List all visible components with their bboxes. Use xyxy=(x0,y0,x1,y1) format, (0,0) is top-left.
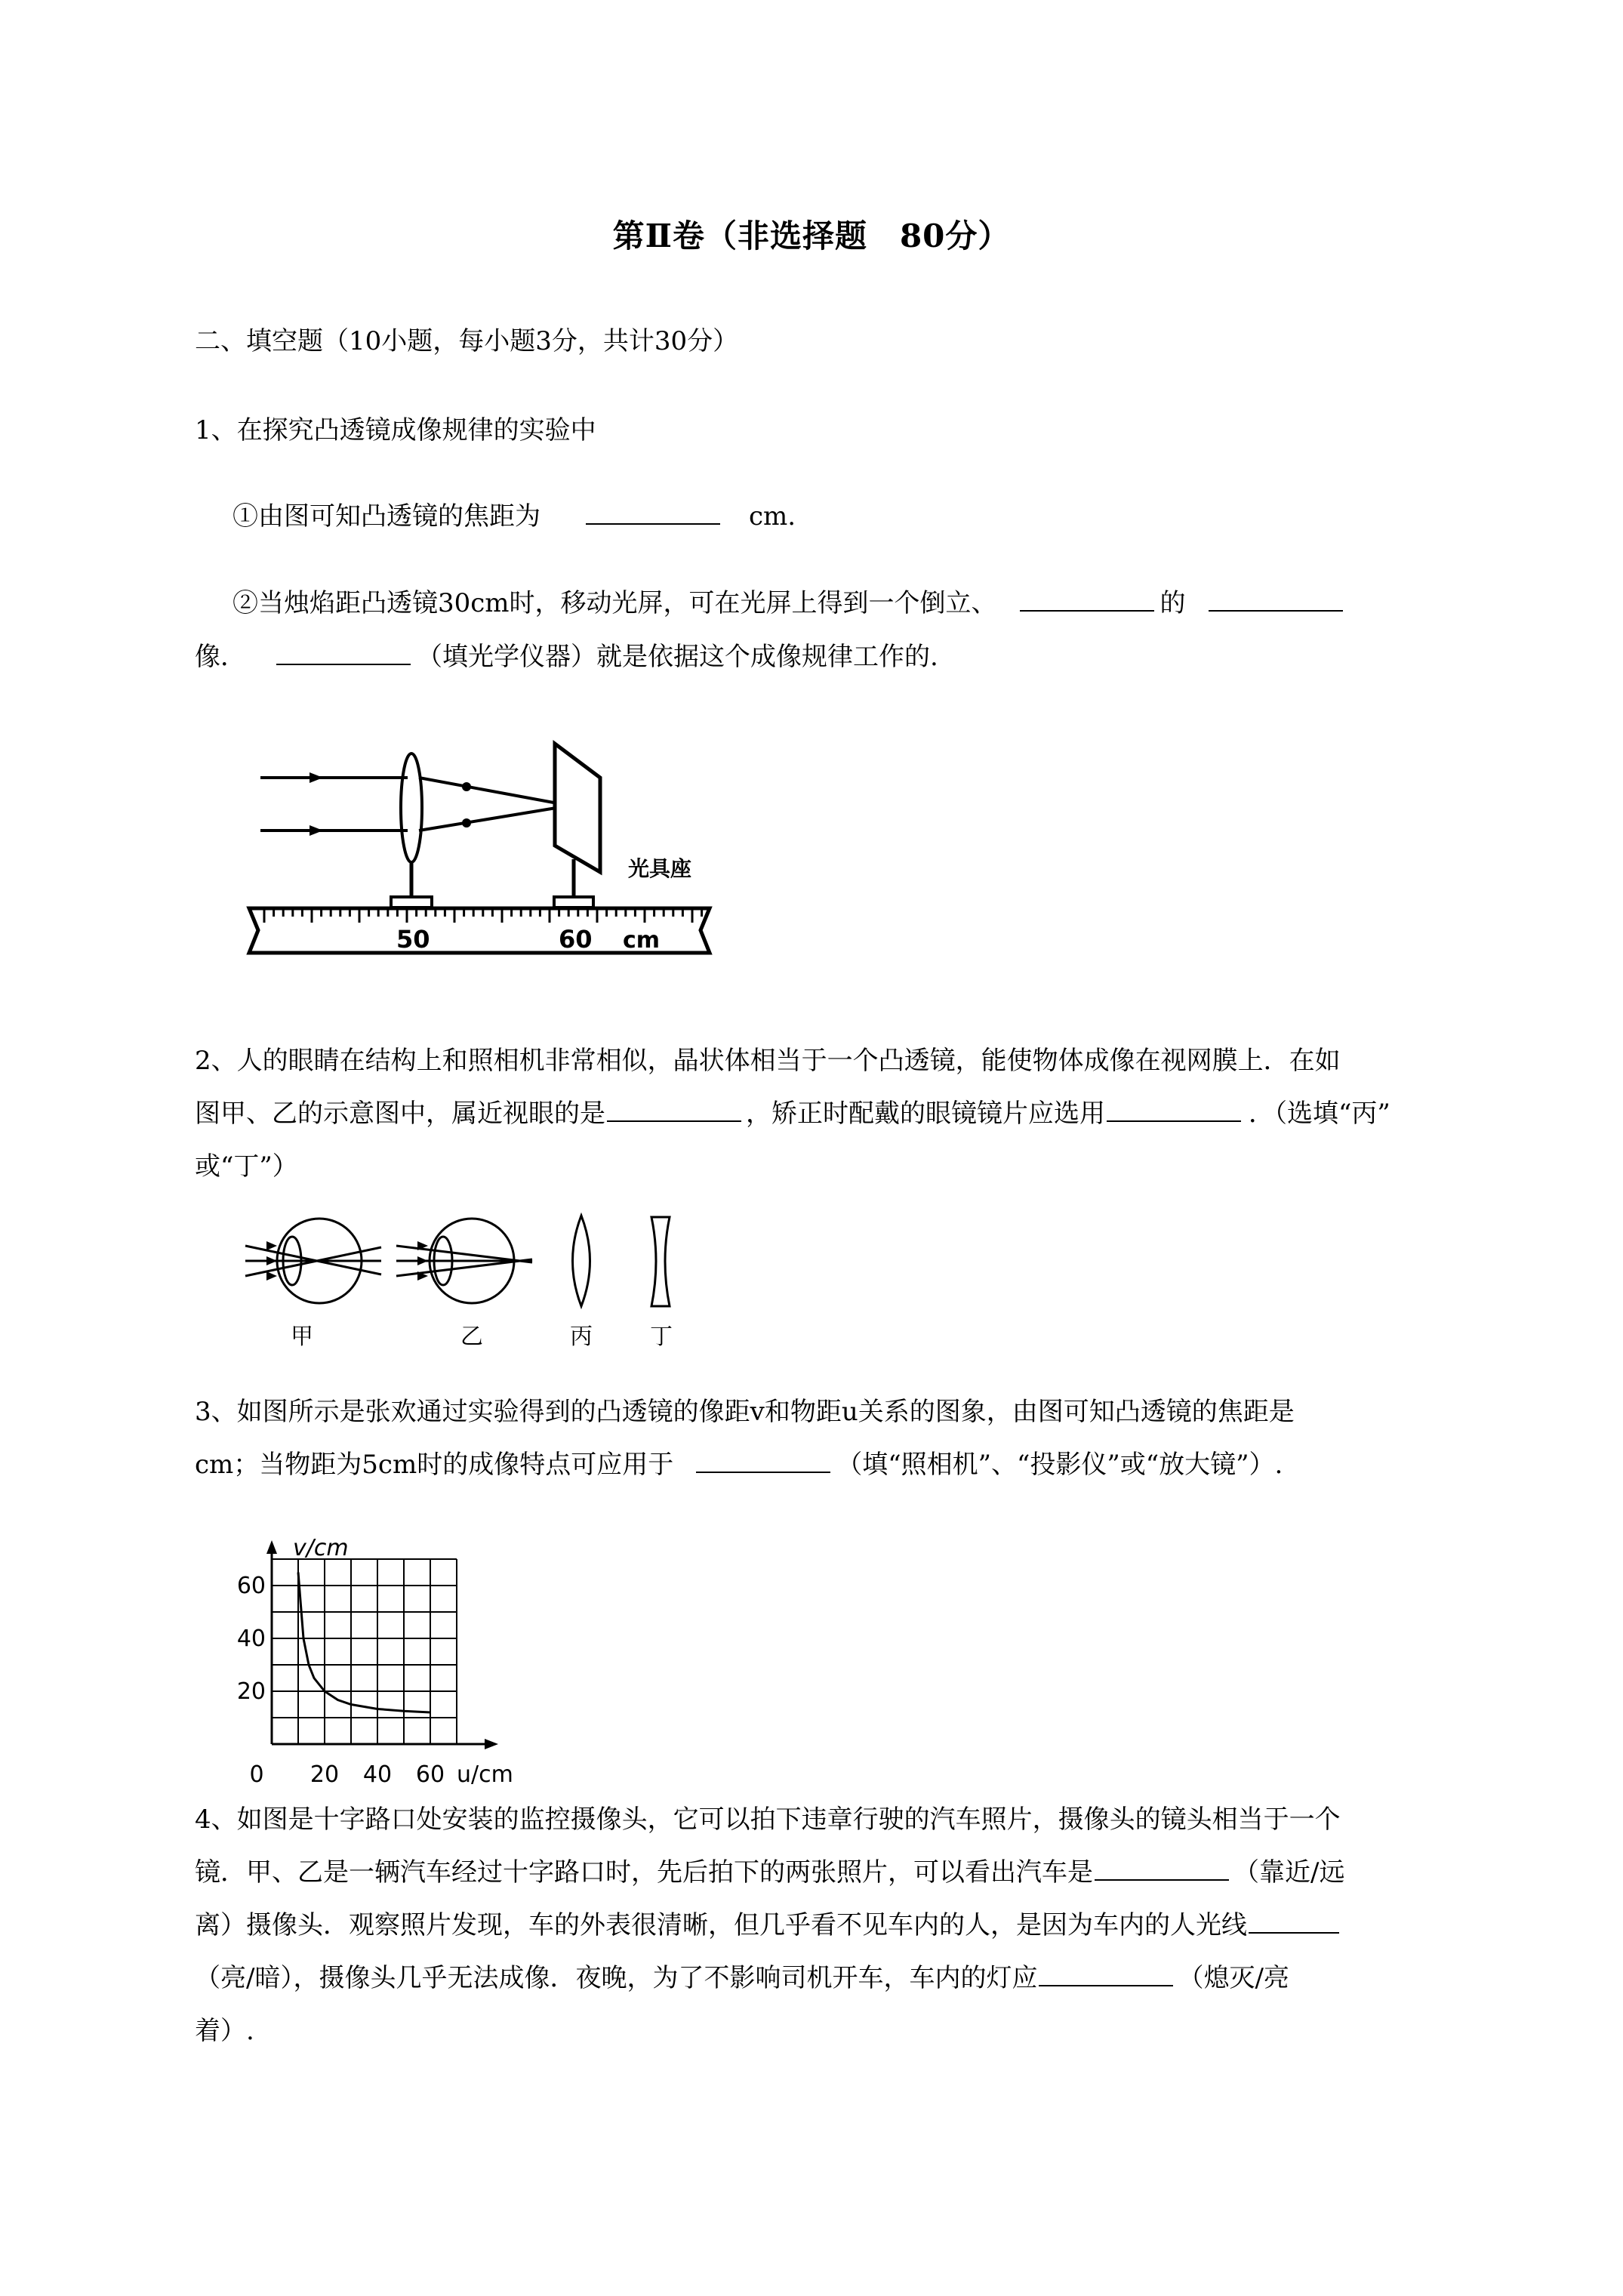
convex-lens-bing xyxy=(573,1216,590,1306)
light-ray xyxy=(419,778,570,806)
q2-text-a: 图甲、乙的示意图中，属近视眼的是 xyxy=(195,1099,605,1129)
q1-part2-xiang: 像． xyxy=(195,642,246,672)
answer-blank[interactable] xyxy=(1095,1858,1229,1881)
x-tick-label: 0 xyxy=(249,1761,264,1788)
y-axis-label: v/cm xyxy=(293,1535,349,1561)
y-axis-arrow-icon xyxy=(266,1540,277,1554)
q4-text-c: 离）摄像头．观察照片发现，车的外表很清晰，但几乎看不见车内的人，是因为车内的人光线 xyxy=(195,1910,1247,1940)
q1-part1 xyxy=(233,501,796,532)
answer-blank[interactable] xyxy=(586,502,720,525)
q3-line1: 3、如图所示是张欢通过实验得到的凸透镜的像距v和物距u关系的图象，由图可知凸透镜的焦距是 xyxy=(195,1397,1295,1427)
q4-line1: 4、如图是十字路口处安装的监控摄像头，它可以拍下违章行驶的汽车照片，摄像头的镜头相当于一个 xyxy=(195,1804,1341,1835)
bench-ticks xyxy=(264,908,702,923)
q2-text-c: ．（选填“丙” xyxy=(1249,1099,1390,1129)
q1-part2-cont xyxy=(195,642,938,672)
q2-line2 xyxy=(195,1099,1390,1129)
q4-line5: 着）. xyxy=(195,2016,254,2046)
q3-text-b: （填“照相机”、“投影仪”或“放大镜”）. xyxy=(836,1450,1283,1480)
arrow-icon xyxy=(310,772,323,783)
x-tick-label: 40 xyxy=(362,1761,393,1788)
q1-part1-text: ①由图可知凸透镜的焦距为 xyxy=(233,501,540,532)
q4-line3 xyxy=(195,1910,1339,1940)
q2-line1: 2、人的眼睛在结构上和照相机非常相似，晶状体相当于一个凸透镜，能使物体成像在视网膜上．在如 xyxy=(195,1046,1341,1076)
answer-blank[interactable] xyxy=(696,1450,830,1473)
tick-label-50: 50 xyxy=(396,925,430,954)
q4-text-d: （亮/暗），摄像头几乎无法成像．夜晚，为了不影响司机开车，车内的灯应 xyxy=(195,1963,1038,1993)
light-screen xyxy=(555,744,600,872)
x-axis-arrow-icon xyxy=(485,1739,498,1749)
concave-lens-ding xyxy=(651,1217,670,1306)
arrow-icon xyxy=(310,825,323,836)
answer-blank[interactable] xyxy=(1020,589,1154,612)
lens-base xyxy=(391,897,432,908)
q4-line2 xyxy=(195,1857,1344,1888)
label-bing: 丙 xyxy=(570,1324,593,1350)
light-ray xyxy=(419,806,570,831)
arrow-icon xyxy=(462,782,471,791)
q1-stem: 1、在探究凸透镜成像规律的实验中 xyxy=(195,415,596,445)
answer-blank[interactable] xyxy=(1107,1099,1241,1122)
q1-part2-de: 的 xyxy=(1160,588,1186,618)
answer-blank[interactable] xyxy=(1039,1964,1173,1986)
unit-label: cm xyxy=(623,927,661,954)
eye-jia xyxy=(245,1219,381,1303)
eye-figure xyxy=(238,1208,721,1351)
q2-line3: 或“丁”） xyxy=(195,1151,298,1182)
eye-yi xyxy=(396,1219,532,1303)
answer-blank[interactable] xyxy=(276,643,411,665)
q4-text-b: （靠近/远 xyxy=(1233,1857,1345,1888)
x-axis-label: u/cm xyxy=(457,1761,513,1788)
q4-line4 xyxy=(195,1963,1289,1993)
page-title: 第Ⅱ卷（非选择题 80分） xyxy=(612,217,1011,254)
label-ding: 丁 xyxy=(650,1324,673,1350)
y-tick-label: 60 xyxy=(236,1573,266,1599)
label-yi: 乙 xyxy=(460,1324,483,1350)
section-heading: 二、填空题（10小题，每小题3分，共计30分） xyxy=(195,326,739,356)
answer-blank[interactable] xyxy=(1209,589,1343,612)
q4-text-e: （熄灭/亮 xyxy=(1178,1963,1289,1993)
x-tick-label: 60 xyxy=(415,1761,445,1788)
q1-part1-unit: cm. xyxy=(749,501,796,532)
bench-label: 光具座 xyxy=(628,856,692,881)
q3-text-a: cm；当物距为5cm时的成像特点可应用于 xyxy=(195,1450,674,1480)
vu-chart xyxy=(226,1525,544,1789)
arrow-icon xyxy=(462,818,471,827)
tick-label-60: 60 xyxy=(559,925,593,954)
q3-line2 xyxy=(195,1450,1283,1480)
q4-text-a: 镜．甲、乙是一辆汽车经过十字路口时，先后拍下的两张照片，可以看出汽车是 xyxy=(195,1857,1093,1888)
label-jia: 甲 xyxy=(291,1324,313,1350)
q2-text-b: ，矫正时配戴的眼镜镜片应选用 xyxy=(746,1099,1105,1129)
q1-part2-end: （填光学仪器）就是依据这个成像规律工作的. xyxy=(417,642,938,672)
optical-bench-figure xyxy=(242,732,725,959)
answer-blank[interactable] xyxy=(607,1099,741,1122)
y-tick-label: 20 xyxy=(236,1678,266,1705)
q1-part2-text: ②当烛焰距凸透镜30cm时，移动光屏，可在光屏上得到一个倒立、 xyxy=(233,588,997,618)
x-tick-label: 20 xyxy=(310,1761,340,1788)
convex-lens xyxy=(401,754,422,862)
q1-part2 xyxy=(233,588,1349,618)
answer-blank[interactable] xyxy=(1249,1911,1339,1934)
screen-base xyxy=(554,897,593,908)
y-tick-label: 40 xyxy=(236,1626,266,1652)
